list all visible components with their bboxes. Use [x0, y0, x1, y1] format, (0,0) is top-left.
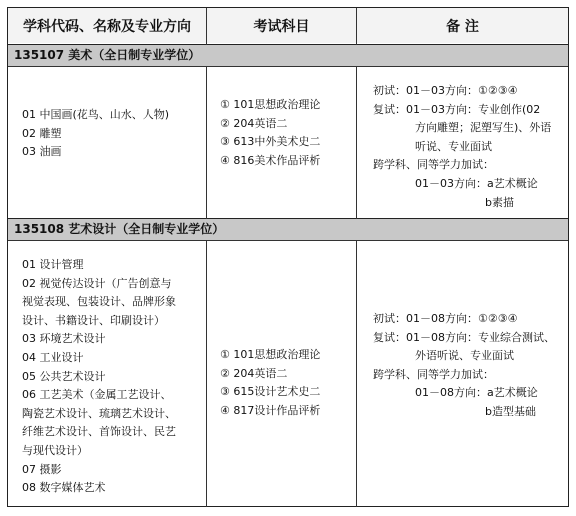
list-item: ① 101思想政治理论 [220, 348, 321, 361]
subject-list [220, 346, 320, 420]
list-item: ① 101思想政治理论 [220, 98, 321, 111]
list-item: ② 204英语二 [220, 116, 288, 130]
list-item: ④ 816美术作品评析 [220, 153, 321, 167]
major-list [22, 106, 169, 162]
list-item: 初试：01－03方向：①②③④ [373, 84, 518, 97]
header-major: 学科代码、名称及专业方向 [8, 8, 206, 43]
list-item: b造型基础 [485, 404, 536, 418]
list-item: 07 摄影 [22, 462, 62, 476]
column-divider [206, 8, 207, 45]
column-divider [356, 8, 357, 45]
section-title: 135107 美术（全日制专业学位） [8, 45, 568, 66]
list-item: 陶瓷艺术设计、琉璃艺术设计、 [22, 406, 176, 420]
list-item: 跨学科、同等学力加试： [373, 158, 494, 172]
list-item: ③ 615设计艺术史二 [220, 385, 321, 399]
list-item: 外语听说、专业面试 [415, 349, 514, 363]
list-item: 01－03方向：a艺术概论 [415, 176, 538, 190]
list-item: 听说、专业面试 [415, 139, 492, 153]
list-item: 03 环境艺术设计 [22, 332, 106, 346]
list-item: b素描 [485, 195, 514, 209]
column-divider [206, 241, 207, 507]
header-subjects: 考试科目 [207, 8, 356, 43]
list-item: 01－08方向：a艺术概论 [415, 386, 538, 400]
list-item: 视觉表现、包装设计、品牌形象 [22, 295, 176, 309]
list-item: 06 工艺美术（金属工艺设计、 [22, 388, 172, 402]
list-item: 05 公共艺术设计 [22, 369, 106, 383]
list-item: 设计、书籍设计、印刷设计） [22, 313, 165, 327]
list-item: 08 数字媒体艺术 [22, 481, 106, 495]
list-item: ③ 613中外美术史二 [220, 135, 321, 149]
list-item: 方向雕塑；泥塑写生)、外语 [415, 121, 552, 135]
list-item: 跨学科、同等学力加试： [373, 367, 494, 381]
list-item: 初试：01－08方向：①②③④ [373, 312, 518, 325]
column-divider [356, 67, 357, 219]
list-item: 复试：01－03方向：专业创作(02 [373, 102, 541, 116]
list-item: 与现代设计） [22, 443, 88, 457]
notes-list [373, 310, 555, 422]
list-item: 02 视觉传达设计（广告创意与 [22, 276, 172, 290]
list-item: 02 雕塑 [22, 126, 62, 140]
list-item: 复试：01－08方向：专业综合测试、 [373, 330, 555, 344]
major-list [22, 256, 176, 498]
subject-list [220, 96, 320, 170]
list-item: 01 中国画(花鸟、山水、人物) [22, 108, 170, 121]
notes-list [373, 82, 551, 212]
header-notes: 备 注 [357, 8, 568, 43]
list-item: 03 油画 [22, 145, 62, 159]
list-item: 01 设计管理 [22, 258, 84, 271]
list-item: ④ 817设计作品评析 [220, 403, 321, 417]
section-title: 135108 艺术设计（全日制专业学位） [8, 219, 568, 240]
section-divider [8, 66, 568, 67]
column-divider [206, 67, 207, 219]
list-item: ② 204英语二 [220, 366, 288, 380]
column-divider [356, 241, 357, 507]
section-divider [8, 240, 568, 241]
list-item: 04 工业设计 [22, 350, 84, 364]
list-item: 纤维艺术设计、首饰设计、民艺 [22, 425, 176, 439]
